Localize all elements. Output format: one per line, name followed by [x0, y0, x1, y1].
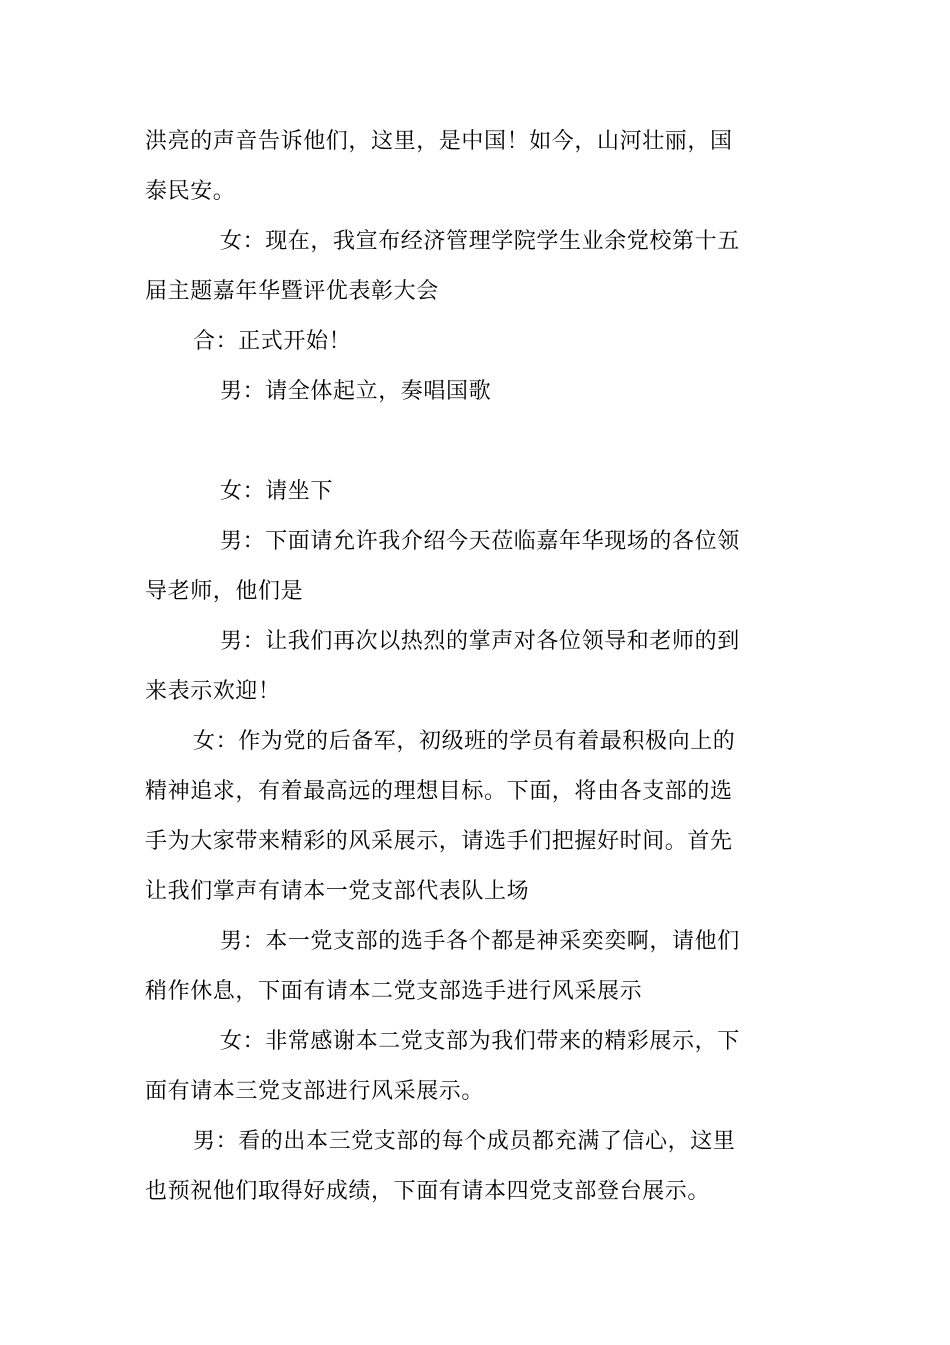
- paragraph-line: 洪亮的声音告诉他们，这里，是中国！如今，山河壮丽，国: [145, 129, 733, 154]
- paragraph-line: 也预祝他们取得好成绩，下面有请本四党支部登台展示。: [145, 1179, 711, 1204]
- paragraph-line: 让我们掌声有请本一党支部代表队上场: [145, 879, 530, 904]
- paragraph-line: 女：请坐下: [220, 479, 334, 504]
- paragraph-line: 来表示欢迎！: [145, 679, 281, 704]
- paragraph-line: 男：下面请允许我介绍今天莅临嘉年华现场的各位领: [220, 529, 740, 554]
- paragraph-line: 男：请全体起立，奏唱国歌: [220, 379, 492, 404]
- paragraph-line: 届主题嘉年华暨评优表彰大会: [145, 279, 439, 304]
- paragraph-line: 手为大家带来精彩的风采展示，请选手们把握好时间。首先: [145, 829, 733, 854]
- paragraph-line: 女：现在，我宣布经济管理学院学生业余党校第十五: [220, 229, 740, 254]
- paragraph-line: 导老师，他们是: [145, 579, 304, 604]
- paragraph-line: 男：看的出本三党支部的每个成员都充满了信心，这里: [193, 1129, 736, 1154]
- paragraph-line: 泰民安。: [145, 179, 236, 204]
- paragraph-line: 稍作休息，下面有请本二党支部选手进行风采展示: [145, 979, 643, 1004]
- paragraph-line: 男：本一党支部的选手各个都是神采奕奕啊，请他们: [220, 929, 740, 954]
- paragraph-line: 面有请本三党支部进行风采展示。: [145, 1079, 485, 1104]
- paragraph-line: 精神追求，有着最高远的理想目标。下面，将由各支部的选: [145, 779, 733, 804]
- paragraph-line: 女：作为党的后备军，初级班的学员有着最积极向上的: [193, 729, 736, 754]
- paragraph-line: 女：非常感谢本二党支部为我们带来的精彩展示，下: [220, 1029, 740, 1054]
- paragraph-line: 合：正式开始！: [193, 329, 352, 354]
- paragraph-line: 男：让我们再次以热烈的掌声对各位领导和老师的到: [220, 629, 740, 654]
